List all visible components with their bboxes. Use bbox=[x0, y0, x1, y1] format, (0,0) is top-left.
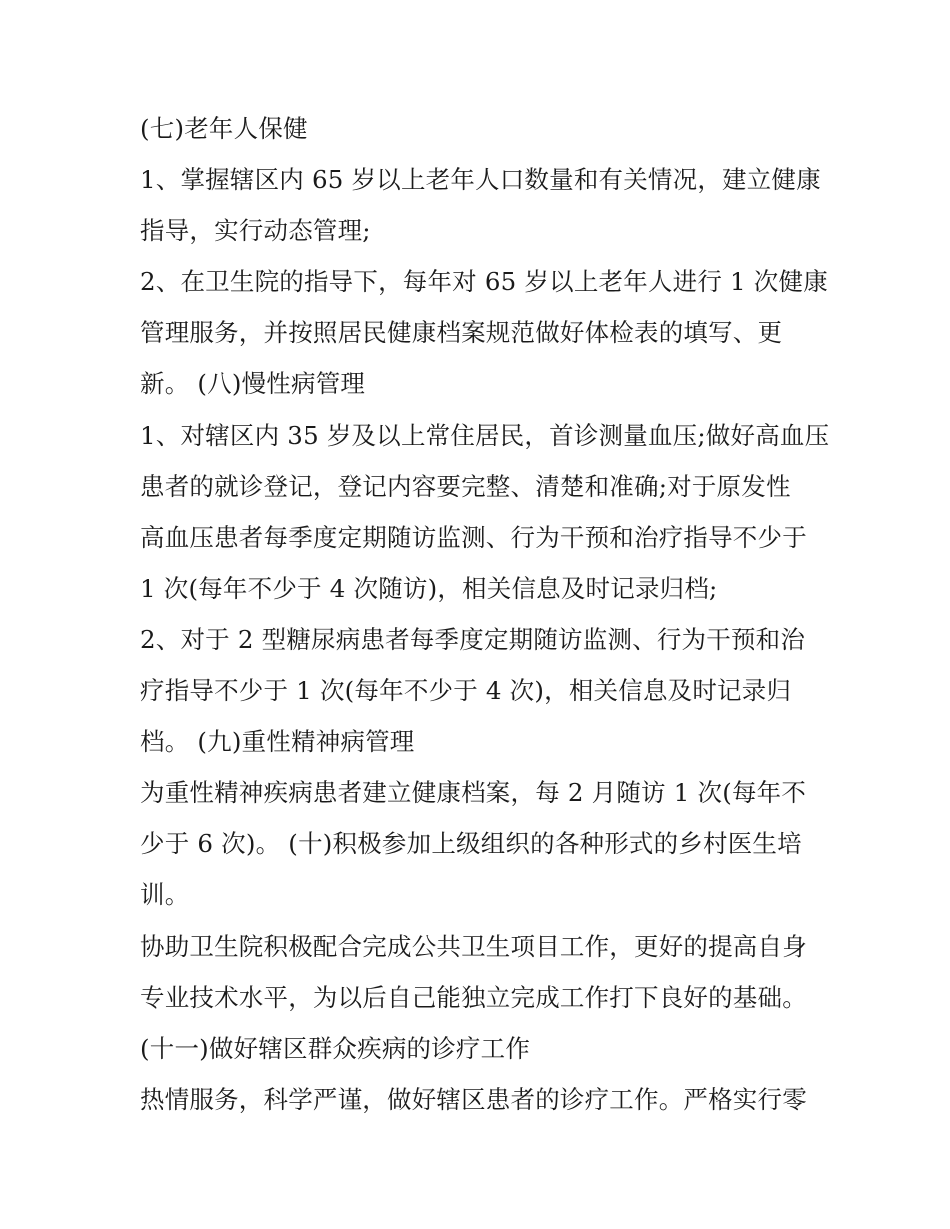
text-line: 1 次(每年不少于 4 次随访)，相关信息及时记录归档; bbox=[140, 573, 718, 603]
text-line: 疗指导不少于 1 次(每年不少于 4 次)，相关信息及时记录归 bbox=[140, 676, 792, 706]
text-line: 档。 (九)重性精神病管理 bbox=[140, 727, 415, 757]
text-line: 管理服务，并按照居民健康档案规范做好体检表的填写、更 bbox=[140, 318, 783, 348]
text-line: 患者的就诊登记，登记内容要完整、清楚和准确;对于原发性 bbox=[140, 471, 791, 501]
text-line: 协助卫生院积极配合完成公共卫生项目工作，更好的提高自身 bbox=[140, 931, 807, 961]
heading-diagnosis-work: (十一)做好辖区群众疾病的诊疗工作 bbox=[140, 1033, 531, 1063]
text-line: 1、对辖区内 35 岁及以上常住居民，首诊测量血压;做好高血压 bbox=[140, 420, 830, 450]
text-line: 指导，实行动态管理; bbox=[140, 216, 371, 246]
text-line: 专业技术水平，为以后自己能独立完成工作打下良好的基础。 bbox=[140, 982, 807, 1012]
text-line: 少于 6 次)。 (十)积极参加上级组织的各种形式的乡村医生培 bbox=[140, 829, 802, 859]
text-line: 新。 (八)慢性病管理 bbox=[140, 369, 366, 399]
text-line: 热情服务，科学严谨，做好辖区患者的诊疗工作。严格实行零 bbox=[140, 1084, 807, 1114]
text-line: 为重性精神疾病患者建立健康档案，每 2 月随访 1 次(每年不 bbox=[140, 778, 807, 808]
text-line: 2、在卫生院的指导下，每年对 65 岁以上老年人进行 1 次健康 bbox=[140, 267, 828, 297]
document-body bbox=[140, 107, 830, 1129]
text-line: 高血压患者每季度定期随访监测、行为干预和治疗指导不少于 bbox=[140, 522, 807, 552]
text-line: 2、对于 2 型糖尿病患者每季度定期随访监测、行为干预和治 bbox=[140, 624, 806, 654]
heading-elderly-care: (七)老年人保健 bbox=[140, 114, 308, 143]
text-line: 1、掌握辖区内 65 岁以上老年人口数量和有关情况，建立健康 bbox=[140, 165, 821, 195]
text-line: 训。 bbox=[140, 880, 190, 910]
